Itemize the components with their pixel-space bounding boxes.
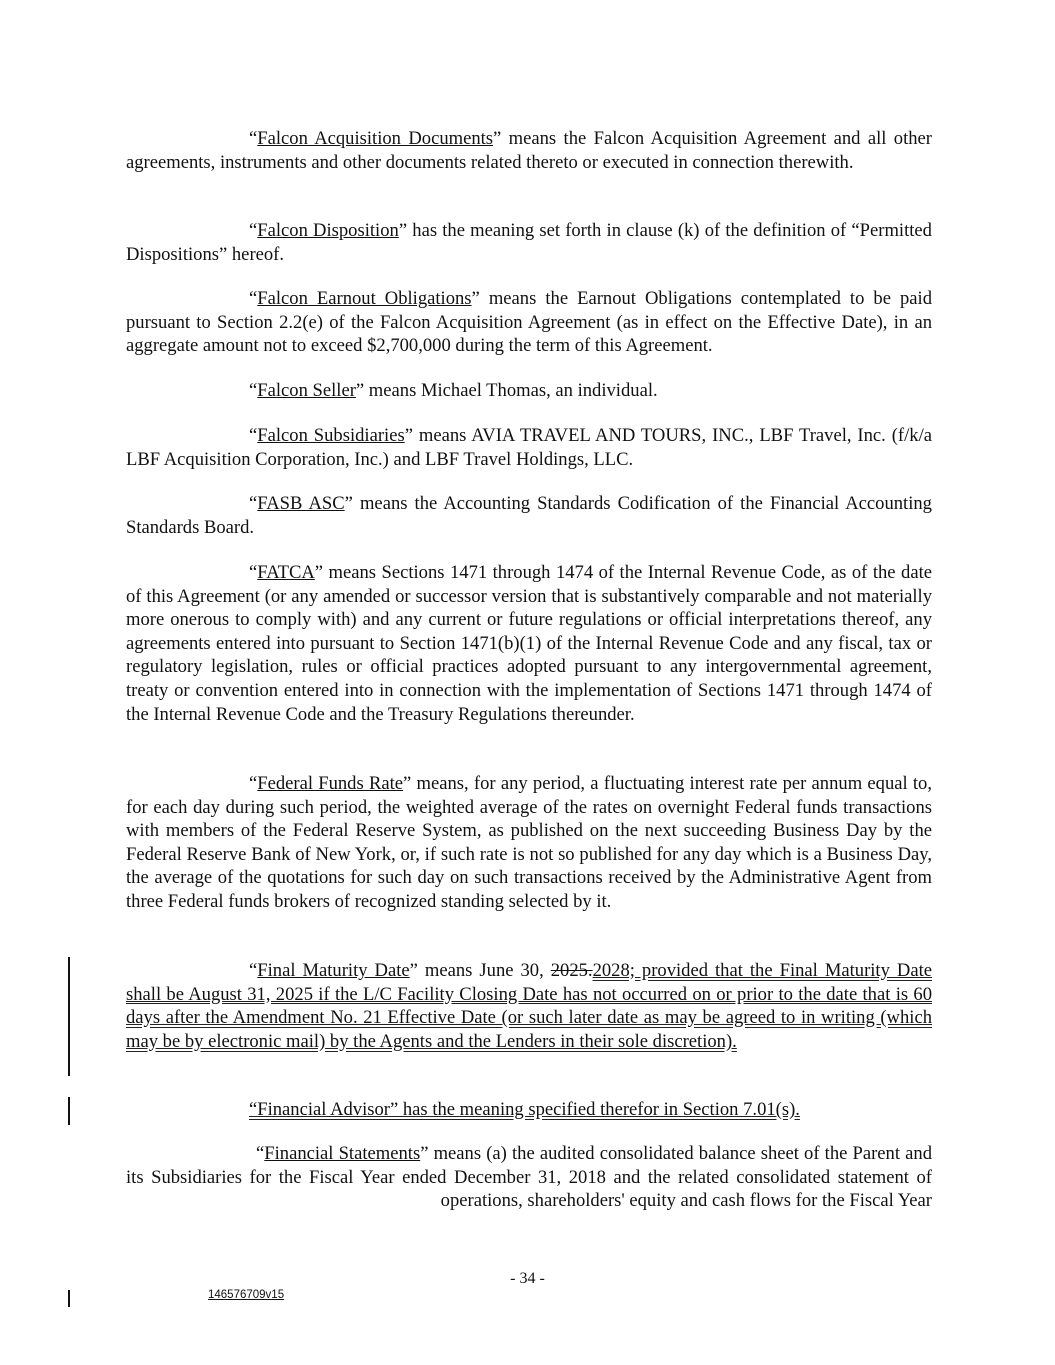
definition-text: means (a) the audited consolidated balance sheet of the Parent and its Subsidiaries for the Fiscal Year ended December 31, 2018 and the related consolidated statement of operations, shareholders' equity and cash flows for the Fiscal Year bbox=[126, 1143, 932, 1212]
definition-text: means AVIA TRAVEL AND TOURS, INC., LBF Travel, Inc. (f/k/a LBF Acquisition Corporation, Inc.) and LBF Travel Holdings, LLC. bbox=[126, 425, 932, 470]
open-quote: “ bbox=[249, 128, 258, 149]
definition-falcon-subsidiaries bbox=[126, 424, 932, 471]
inserted-text: “Financial Advisor” has the meaning specified therefor in Section 7.01(s). bbox=[249, 1099, 800, 1120]
defined-term: Falcon Subsidiaries bbox=[257, 425, 405, 446]
change-bar bbox=[68, 957, 70, 1076]
definition-text: means the Earnout Obligations contemplated to be paid pursuant to Section 2.2(e) of the Falcon Acquisition Agreement (as in effect on the Effective Date), in an aggregate amount not to exceed $2,700,000 during the term of this Agreement. bbox=[126, 288, 933, 357]
open-quote: “ bbox=[249, 425, 258, 446]
close-quote: ” bbox=[355, 380, 365, 401]
page-number: - 34 - bbox=[510, 1270, 545, 1287]
open-quote: “ bbox=[249, 562, 258, 583]
defined-term: Falcon Disposition bbox=[257, 220, 399, 241]
open-quote: “ bbox=[249, 773, 258, 794]
change-bar bbox=[68, 1290, 70, 1307]
defined-term: Final Maturity Date bbox=[257, 960, 410, 981]
close-quote: ” bbox=[403, 773, 412, 794]
definition-federal-funds-rate bbox=[126, 772, 932, 914]
definition-financial-statements bbox=[126, 1142, 932, 1213]
definition-fatca bbox=[126, 561, 932, 726]
definition-fasb-asc bbox=[126, 492, 932, 539]
definition-text: means Sections 1471 through 1474 of the Internal Revenue Code, as of the date of this Agreement (or any amended or successor version that is substantively comparable and not materially more onerous to comply with) and any current or future regulations or official interpretations thereof, any agreements entered into pursuant to Section 1471(b)(1) of the Internal Revenue Code and any fiscal, tax or regulatory legislation, rules or official practices adopted pursuant to any intergovernmental agreement, treaty or convention entered into in connection with the implementation of Sections 1471 through 1474 of the Internal Revenue Code and the Treasury Regulations thereunder. bbox=[126, 562, 932, 725]
definition-final-maturity-date bbox=[126, 959, 932, 1053]
definition-text: means June 30, bbox=[417, 960, 551, 981]
open-quote: “ bbox=[249, 220, 258, 241]
definition-falcon-acquisition-documents bbox=[126, 127, 932, 174]
close-quote: ” bbox=[420, 1143, 429, 1164]
definition-text: has the meaning set forth in clause (k) of the definition of “Permitted Dispositions” hereof. bbox=[126, 220, 932, 265]
definition-text: means the Accounting Standards Codification of the Financial Accounting Standards Board. bbox=[126, 493, 932, 538]
defined-term: FASB ASC bbox=[257, 493, 345, 514]
open-quote: “ bbox=[249, 960, 258, 981]
open-quote: “ bbox=[249, 493, 258, 514]
definition-falcon-earnout-obligations bbox=[126, 287, 932, 358]
close-quote: ” bbox=[409, 960, 418, 981]
defined-term: Falcon Seller bbox=[257, 380, 356, 401]
change-bar bbox=[68, 1097, 70, 1125]
defined-term: Falcon Acquisition Documents bbox=[257, 128, 494, 149]
definition-financial-advisor bbox=[126, 1098, 932, 1122]
open-quote: “ bbox=[256, 1143, 265, 1164]
definition-text: means Michael Thomas, an individual. bbox=[364, 380, 658, 401]
open-quote: “ bbox=[249, 288, 258, 309]
defined-term: Federal Funds Rate bbox=[257, 773, 404, 794]
close-quote: ” bbox=[398, 220, 408, 241]
definition-falcon-seller bbox=[126, 379, 932, 403]
inserted-text: 2028; provided that the Final Maturity Date shall be August 31, 2025 if the L/C Facility Closing Date has not occurred on or prior to the date that is 60 days after the Amendment No. 21 Effective Date (or such later date as may be agreed to in writing (which may be by electronic mail) by the Agents and the Lenders in their sole discretion). bbox=[126, 960, 932, 1052]
defined-term: Financial Statements bbox=[264, 1143, 421, 1164]
definition-text: means the Falcon Acquisition Agreement and all other agreements, instruments and other documents related thereto or executed in connection therewith. bbox=[126, 128, 932, 173]
close-quote: ” bbox=[493, 128, 502, 149]
close-quote: ” bbox=[404, 425, 413, 446]
defined-term: FATCA bbox=[257, 562, 315, 583]
deleted-text: 2025. bbox=[550, 960, 593, 981]
close-quote: ” bbox=[344, 493, 353, 514]
close-quote: ” bbox=[314, 562, 324, 583]
defined-term: Falcon Earnout Obligations bbox=[257, 288, 472, 309]
open-quote: “ bbox=[249, 380, 258, 401]
definition-falcon-disposition bbox=[126, 219, 932, 266]
document-id: 146576709v15 bbox=[208, 1289, 285, 1301]
close-quote: ” bbox=[471, 288, 480, 309]
definition-text: means, for any period, a fluctuating interest rate per annum equal to, for each day during such period, the weighted average of the rates on overnight Federal funds transactions with members of the Federal Reserve System, as published on the next succeeding Business Day by the Federal Reserve Bank of New York, or, if such rate is not so published for any day which is a Business Day, the average of the quotations for such day on such transactions received by the Administrative Agent from three Federal funds brokers of recognized standing selected by it. bbox=[126, 773, 932, 912]
